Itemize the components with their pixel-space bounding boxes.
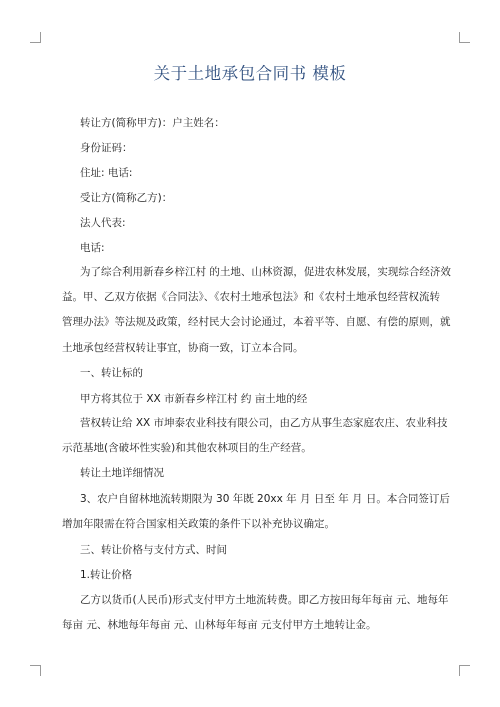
paragraph-line: 示范基地(含破坏性实验)和其他农林项目的生产经营。 [62,442,312,454]
page-corner-mark-bottom-right [459,665,470,676]
transferor-line: 转让方(简称甲方)：户主姓名： [80,117,225,129]
page-corner-mark-bottom-left [30,665,41,676]
paragraph-line: 3、农户自留林地流转期限为 30 年既 20xx 年 月 日至 年 月 日。本合同签订后 [80,493,450,505]
paragraph-line: 甲方将其位于 XX 市新春乡梓江村 约 亩土地的经 [80,393,308,405]
section-heading: 转让土地详细情况 [80,467,164,479]
paragraph-line: 增加年限需在符合国家相关政策的条件下以补充协议确定。 [62,518,335,530]
subsection-heading: 1.转让价格 [80,569,133,581]
section-heading: 一、转让标的 [80,367,143,379]
id-number-line: 身份证码： [80,142,133,154]
address-phone-line: 住址: 电话: [80,167,133,179]
section-heading: 三、转让价格与支付方式、时间 [80,544,227,556]
paragraph-line: 管理办法》等法规及政策，经村民大会讨论通过，本着平等、自愿、有偿的原则，就 [62,316,451,328]
page-corner-mark-top-left [30,32,41,43]
paragraph-line: 乙方以货币(人民币)形式支付甲方土地流转费。即乙方按田每年每亩 元、地每年 [80,594,449,606]
paragraph-line: 益。甲、乙双方依据《合同法》、《农村土地承包法》和《农村土地承包经营权流转 [62,291,440,303]
phone-line: 电话: [80,242,105,254]
paragraph-line: 每亩 元、林地每年每亩 元、山林每年每亩 元支付甲方土地转让金。 [62,619,377,631]
legal-rep-line: 法人代表: [80,217,126,229]
paragraph-line: 营权转让给 XX 市坤泰农业科技有限公司，由乙方从事生态家庭农庄、农业科技 [80,417,448,429]
transferee-line: 受让方(简称乙方)： [80,192,173,204]
document-title: 关于土地承包合同书 模板 [153,64,347,83]
paragraph-line: 为了综合利用新春乡梓江村 的土地、山林资源，促进农林发展，实现综合经济效 [80,266,451,278]
page-corner-mark-top-right [459,32,470,43]
paragraph-line: 土地承包经营权转让事宜，协商一致，订立本合同。 [62,342,304,354]
